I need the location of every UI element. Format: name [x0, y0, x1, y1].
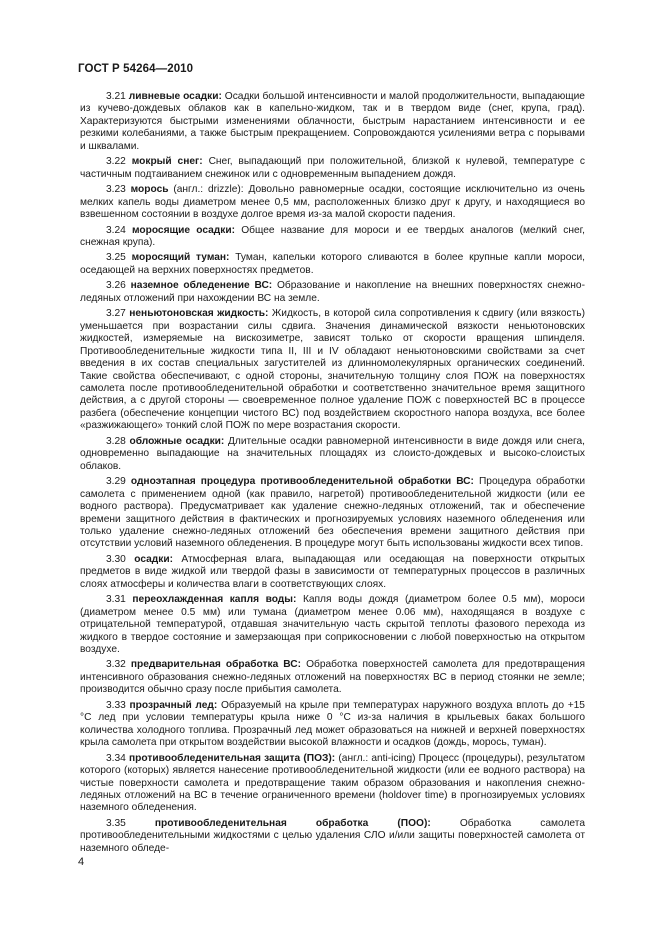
entry-text: (англ.: drizzle): Довольно равномерные осадки, состоящие исключительно из очень мелких капель воды диаметром менее 0,5 мм, расположенных близко друг к другу, и находящиеся во взвешенном состоянии в воздухе долгое время из-за малой скорости падения.: [80, 184, 585, 221]
definition-entry: [80, 91, 585, 153]
entry-number: 3.34: [106, 752, 126, 764]
entry-text: Осадки большой интенсивности и малой продолжительности, выпадающие из кучево-дождевых облаков как в капельно-жидком, так и в твердом виде (снег, крупа, град). Характеризуются быстрыми изменениями облачности, быстрым нарастанием интенсивности и ее резкими колебаниями, а также быстрым прекращением. Сопровождаются усилениями ветра с порывами и шквалами.: [80, 91, 585, 152]
entry-number: 3.21: [106, 91, 126, 102]
definition-entry: [80, 280, 585, 305]
entry-term: моросящий туман:: [131, 252, 230, 264]
entry-term: переохлажденная капля воды:: [132, 594, 297, 606]
definition-entry: [80, 753, 585, 815]
entry-number: 3.27: [106, 308, 126, 320]
entry-term: прозрачный лед:: [129, 699, 218, 711]
definition-entry: [80, 554, 585, 591]
entry-number: 3.24: [106, 224, 126, 236]
page-number: 4: [78, 856, 85, 868]
definition-entry: [80, 476, 585, 551]
entry-text: Образуемый на крыле при температурах наружного воздуха вплоть до +15 °С лед при условии температуры крыла ниже 0 °С из-за наличия в крыльевых баках большого количества холодного топлива. Прозрачный лед может образоваться на нижней и верхней поверхностях крыла самолета при открытом воздействии высокой влажности и осадков (дождь, морось, туман).: [80, 699, 585, 749]
definition-entry: [80, 308, 585, 433]
entry-number: 3.25: [106, 252, 126, 264]
entry-term: обложные осадки:: [129, 435, 225, 447]
definition-entry: [80, 225, 585, 250]
entry-text: Длительные осадки равномерной интенсивности в виде дождя или снега, одновременно выпадающие на значительных площадях из слоисто-дождевых и высоко-слоистых облаков.: [80, 435, 585, 472]
entry-text: (англ.: anti-icing) Процесс (процедуры), результатом которого (которых) является нанесение противообледенительной жидкости (или ее водного раствора) на чистые поверхности самолета и предотвращение таким образом образования и накопления снежно-ледяных отложений на ВС в течение ограниченного времени (holdover time) в прогнозируемых условиях наземного обледенения.: [80, 752, 585, 814]
entry-term: ливневые осадки:: [128, 91, 222, 102]
entry-number: 3.31: [106, 594, 126, 606]
entry-number: 3.22: [106, 156, 126, 168]
entry-term: морось: [130, 184, 169, 196]
entry-text: Снег, выпадающий при положительной, близкой к нулевой, температуре с частичным подтаиванием снежинок или с одновременным выпадением дождя.: [80, 156, 585, 180]
definition-entry: [80, 156, 585, 181]
definition-entry: [80, 252, 585, 277]
entry-number: 3.23: [106, 184, 126, 196]
entry-number: 3.26: [106, 280, 126, 292]
entry-term: моросящие осадки:: [132, 224, 236, 236]
entry-term: осадки:: [134, 553, 173, 565]
entry-text: Образование и накопление на внешних поверхностях снежно-ледяных отложений при нахождении ВС на земле.: [80, 280, 585, 304]
entry-term: неньютоновская жидкость:: [129, 308, 269, 320]
entry-number: 3.33: [106, 699, 126, 711]
definition-entry: [80, 594, 585, 656]
entry-term: наземное обледенение ВС:: [130, 280, 273, 292]
definition-entry: [80, 818, 585, 855]
definition-entry: [80, 436, 585, 473]
entry-number: 3.30: [106, 553, 126, 565]
definition-entry: [80, 700, 585, 750]
definition-entry: [80, 659, 585, 696]
entry-term: предварительная обработка ВС:: [130, 659, 302, 671]
entry-number: 3.29: [106, 476, 126, 488]
entry-text: Обработка поверхностей самолета для предотвращения интенсивного образования снежно-ледяных отложений на поверхностях ВС в период стоянки не земле; производится обычно сразу после прибытия самолета.: [80, 659, 585, 696]
entry-number: 3.28: [106, 435, 126, 447]
entry-term: одноэтапная процедура противообледенительной обработки ВС:: [130, 476, 474, 488]
definitions-body: [80, 91, 585, 858]
entry-text: Процедура обработки самолета с применением одной (как правило, нагретой) противообледенительной жидкости (или ее водного раствора). Предусматривает как удаление снежно-ледяных отложений, так и обеспечение времени защитного действия в фактических и прогнозируемых условиях наземного обледенения или только удаление снежно-ледяных отложений без обеспечения времени защитного действия при отсутствии условий наземного обледенения. В процедуре могут быть использованы жидкости всех типов.: [80, 476, 586, 550]
standard-header: ГОСТ Р 54264—2010: [78, 63, 194, 75]
entry-text: Туман, капельки которого сливаются в более крупные капли мороси, оседающей на верхних поверхностях предметов.: [80, 252, 585, 276]
entry-term: противообледенительная защита (ПОЗ):: [129, 752, 336, 764]
entry-text: Общее название для мороси и ее твердых аналогов (мелкий снег, снежная крупа).: [80, 224, 585, 248]
entry-text: Капля воды дождя (диаметром более 0.5 мм), мороси (диаметром менее 0.5 мм) или тумана (диаметром менее 0.06 мм), находящаяся в воздухе с отрицательной температурой, отдавшая значительную часть скрытой теплоты фазового перехода из жидкого в твердое состояние и замерзающая при соприкосновении с любой поверхностью на открытом воздухе.: [80, 594, 585, 656]
entry-number: 3.32: [106, 659, 126, 671]
entry-term: противообледенительная обработка (ПОО):: [154, 817, 431, 829]
entry-term: мокрый снег:: [131, 156, 203, 168]
entry-text: Обработка самолета противообледенительными жидкостями с целью удаления СЛО и/или защиты поверхностей самолета от наземного обледе-: [80, 817, 585, 854]
entry-text: Жидкость, в которой сила сопротивления к сдвигу (или вязкость) уменьшается при возрастании силы сдвига. Значения динамической вязкости неньютоновских жидкостей, измеряемые на вискозиметре, зависят только от скорости вращения шпинделя. Противообледенительные жидкости типа II, III и IV обладают неньютоновскими свойствами за счет введения в их состав специальных загустителей из длинномолекулярных органических соединений. Такие свойства обеспечивают, с одной стороны, значительную толщину слоя ПОЖ на поверхностях самолета после противообледенительной обработки и соответственно значительное время защитного действия, а с другой стороны — своевременное полное удаление ПОЖ с поверхностей ВС в процессе разбега (обеспечение концепции чистого ВС) под воздействием скоростного напора воздуха, все более «разжижающего» тонкий слой ПОЖ по мере возрастания скорости.: [80, 308, 585, 432]
definition-entry: [80, 184, 585, 221]
entry-text: Атмосферная влага, выпадающая или оседающая на поверхности открытых предметов в виде жидкой или твердой фазы в зависимости от температурных процессов в различных слоях атмосферы и количества влаги в соответствующих слоях.: [80, 553, 585, 590]
entry-number: 3.35: [106, 817, 126, 829]
